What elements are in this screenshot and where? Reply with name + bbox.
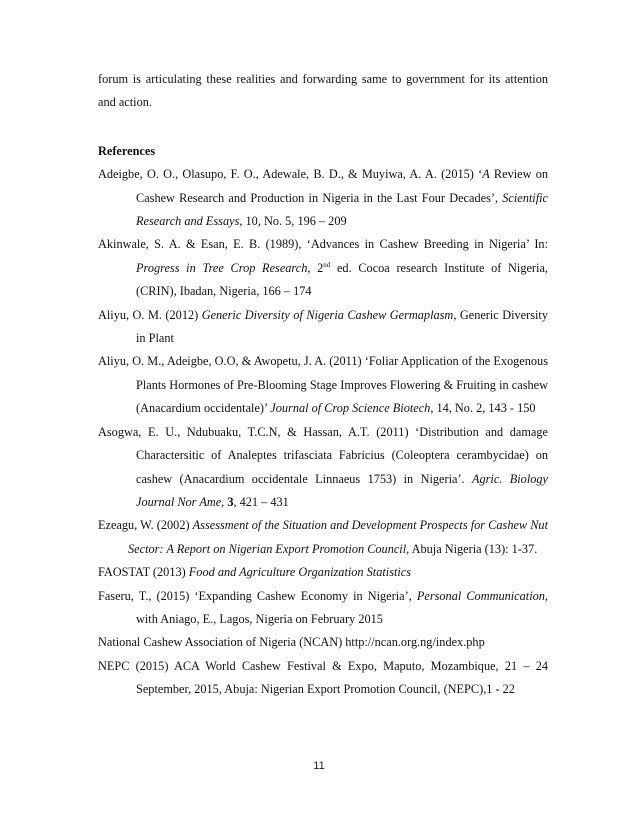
ref-text: , 421 – 431 [233, 494, 289, 509]
reference-entry [98, 233, 548, 303]
ref-title: Assessment of the Situation and Development Prospects for Cashew Nut Sector: A Report on Nigerian Export Promotion Council [128, 518, 548, 556]
references-list [98, 163, 548, 701]
reference-entry [98, 350, 548, 420]
ref-text: , Abuja Nigeria (13): 1-37. [406, 541, 538, 556]
ref-text: Aliyu, O. M. (2012) [98, 307, 202, 322]
ref-text: , Generic Diversity in Plant [136, 307, 548, 346]
reference-entry [98, 304, 548, 351]
reference-entry [98, 421, 548, 515]
ref-text: Review on Cashew Research and Production in Nigeria in the Last Four Decades’, [136, 167, 548, 205]
intro-line-2: and action. [98, 95, 152, 110]
intro-line-1: forum is articulating these realities and forwarding same to government for its attention [98, 72, 548, 86]
ref-text: Ezeagu, W. (2002) [98, 518, 193, 533]
ref-text: Asogwa, E. U., Ndubuaku, T.C.N, & Hassan, A.T. (2011) ‘Distribution and damage Charactersitic of Analeptes trifasciata Fabricius (Coleoptera cerambycidae) on cashew (Anacardium occidentale Linnaeus 1753) in Nigeria’. [98, 424, 548, 486]
ref-text: NEPC (2015) ACA World Cashew Festival & Expo, Maputo, Mozambique, 21 – 24 September, 2015, Abuja: Nigerian Export Promotion Council, (NEPC),1 - 22 [98, 658, 548, 697]
reference-entry [98, 585, 548, 632]
ref-text: , with Aniago, E., Lagos, Nigeria on February 2015 [136, 588, 548, 626]
ref-journal: Journal of Crop Science Biotech [270, 401, 431, 416]
ref-text: , [221, 494, 228, 509]
reference-entry [98, 631, 548, 654]
ref-title: Food and Agriculture Organization Statistics [188, 565, 412, 580]
reference-entry [98, 514, 548, 561]
ref-text: FAOSTAT (2013) [98, 565, 189, 580]
page-content [98, 68, 548, 702]
ref-text: National Cashew Association of Nigeria (NCAN) http://ncan.org.ng/index.php [98, 635, 485, 650]
ref-volume: 3 [227, 494, 234, 509]
ref-journal: Agric. Biology Journal Nor Ame [136, 471, 548, 509]
reference-entry [98, 561, 548, 584]
ref-text: , 14, No. 2, 143 - 150 [430, 401, 536, 416]
ref-journal: Scientific Research and Essays [136, 190, 548, 229]
ref-title: Personal Communication [416, 588, 545, 603]
reference-entry [98, 655, 548, 702]
ref-text: Faseru, T., (2015) ‘Expanding Cashew Economy in Nigeria’, [98, 588, 417, 603]
intro-paragraph [98, 68, 548, 115]
page-number: 11 [313, 760, 325, 772]
ref-text: , 10, No. 5, 196 – 209 [239, 214, 347, 229]
ref-text: Adeigbe, O. O., Olasupo, F. O., Adewale, B. D., & Muyiwa, A. A. (2015) ‘ [98, 167, 483, 182]
ref-text: Aliyu, O. M., Adeigbe, O.O, & Awopetu, J. A. (2011) ‘Foliar Application of the Exogenous Plants Hormones of Pre-Blooming Stage Improves Flowering & Fruiting in cashew (Anacardium occidentale)’ [98, 354, 548, 416]
ref-italic: A [482, 167, 490, 182]
ref-title: Generic Diversity of Nigeria Cashew Germaplasm [201, 307, 454, 322]
ref-text: Akinwale, S. A. & Esan, E. B. (1989), ‘Advances in Cashew Breeding in Nigeria’ In: [98, 237, 548, 252]
reference-entry [98, 163, 548, 233]
ref-journal: Progress in Tree Crop Research, [136, 260, 311, 275]
ref-superscript: nd [323, 260, 331, 269]
references-heading: References [98, 143, 156, 158]
ref-text: 2 [310, 260, 324, 275]
ref-text: ed. Cocoa research Institute of Nigeria, (CRIN), Ibadan, Nigeria, 166 – 174 [136, 260, 548, 299]
